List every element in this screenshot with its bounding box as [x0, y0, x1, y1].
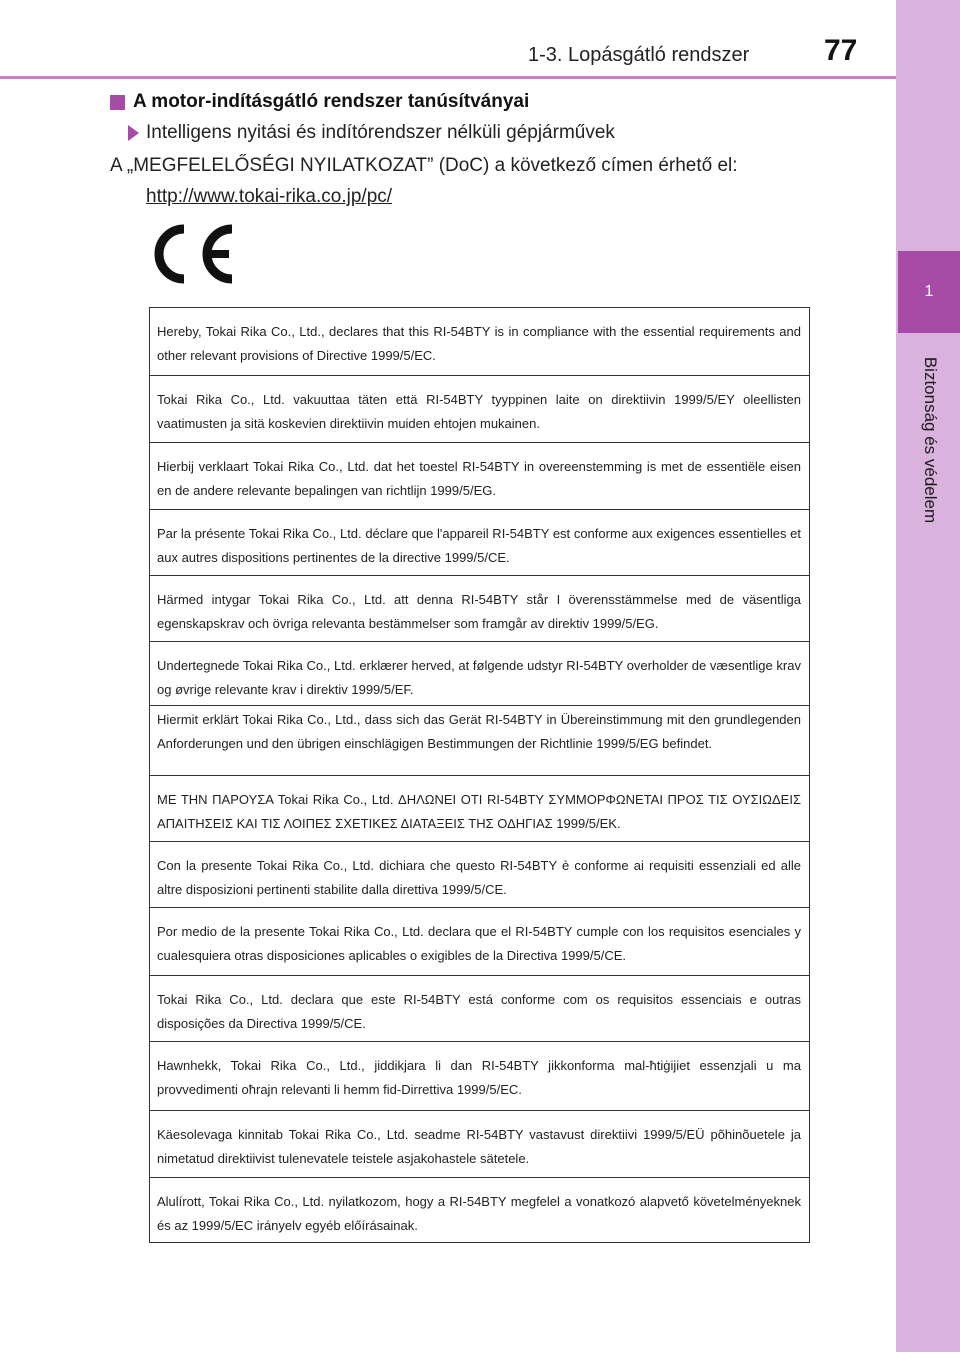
sub-item-text: Intelligens nyitási és indítórendszer nélküli gépjárművek [146, 122, 615, 143]
triangle-bullet-icon [128, 125, 139, 141]
section-title: 1-3. Lopásgátló rendszer [528, 44, 750, 66]
declaration-row: Tokai Rika Co., Ltd. vakuuttaa täten että RI-54BTY tyyppinen laite on direktiivin 1999/5/EY oleellisten vaatimusten ja sitä koskevien direktiivin muiden ehtojen mukainen. [150, 376, 809, 443]
declaration-row: Undertegnede Tokai Rika Co., Ltd. erklærer herved, at følgende udstyr RI-54BTY overholder de væsentlige krav og øvrige relevante krav i direktiv 1999/5/EF. [150, 642, 809, 706]
declaration-row: Hawnhekk, Tokai Rika Co., Ltd., jiddikjara li dan RI-54BTY jikkonforma mal-ħtiġijiet essenzjali u ma provvedimenti oħrajn relevanti li hemm fid-Dirrettiva 1999/5/EC. [150, 1042, 809, 1111]
header-divider [0, 76, 896, 79]
section-heading [110, 91, 529, 113]
declaration-row: Tokai Rika Co., Ltd. declara que este RI-54BTY está conforme com os requisitos essenciais e outras disposições da Directiva 1999/5/CE. [150, 976, 809, 1042]
declaration-row: Härmed intygar Tokai Rika Co., Ltd. att denna RI-54BTY står I överensstämmelse med de väsentliga egenskapskrav och övriga relevanta bestämmelser som framgår av direktiv 1999/5/EG. [150, 576, 809, 642]
doc-url-link[interactable]: http://www.tokai-rika.co.jp/pc/ [146, 186, 393, 207]
chapter-sidebar [896, 0, 960, 1352]
declaration-table [149, 307, 810, 1243]
declaration-row: Por medio de la presente Tokai Rika Co., Ltd. declara que el RI-54BTY cumple con los requisitos esenciales y cualesquiera otras disposiciones aplicables o exigibles de la Directiva 1999/5/CE. [150, 908, 809, 976]
sub-item [128, 122, 615, 144]
chapter-tab[interactable]: 1 [898, 251, 960, 333]
declaration-row: Par la présente Tokai Rika Co., Ltd. déclare que l'appareil RI-54BTY est conforme aux exigences essentielles et aux autres dispositions pertinentes de la directive 1999/5/CE. [150, 510, 809, 576]
square-bullet-icon [110, 95, 125, 110]
declaration-row: Hereby, Tokai Rika Co., Ltd., declares that this RI-54BTY is in compliance with the essential requirements and other relevant provisions of Directive 1999/5/EC. [150, 308, 809, 376]
declaration-row: Alulírott, Tokai Rika Co., Ltd. nyilatkozom, hogy a RI-54BTY megfelel a vonatkozó alapvető követelményeknek és az 1999/5/EC irányelv egyéb előírásainak. [157, 1194, 801, 1233]
intro-text: A „MEGFELELŐSÉGI NYILATKOZAT” (DoC) a következő címen érhető el: [110, 155, 738, 176]
chapter-label: Biztonság és védelem [921, 356, 940, 524]
ce-mark-icon [148, 223, 238, 285]
page-number: 77 [824, 34, 858, 67]
declaration-row: Hiermit erklärt Tokai Rika Co., Ltd., dass sich das Gerät RI-54BTY in Übereinstimmung mit den grundlegenden Anforderungen und den übrigen einschlägigen Bestimmungen der Richtlinie 1999/5/EG befindet. [150, 706, 809, 776]
declaration-row: Käesolevaga kinnitab Tokai Rika Co., Ltd. seadme RI-54BTY vastavust direktiivi 1999/5/EÜ põhinõuetele ja nimetatud direktiivist tulenevatele teistele asjakohastele sätetele. [150, 1111, 809, 1178]
section-heading-text: A motor-indításgátló rendszer tanúsítványai [133, 91, 530, 112]
declaration-row: ΜΕ ΤΗΝ ΠΑΡΟΥΣΑ Tokai Rika Co., Ltd. ΔΗΛΩΝΕΙ ΟΤΙ RI-54BTY ΣΥΜΜΟΡΦΩΝΕΤΑΙ ΠΡΟΣ ΤΙΣ ΟΥΣΙΩΔΕΙΣ ΑΠΑΙΤΗΣΕΙΣ ΚΑΙ ΤΙΣ ΛΟΙΠΕΣ ΣΧΕΤΙΚΕΣ ΔΙΑΤΑΞΕΙΣ ΤΗΣ ΟΔΗΓΙΑΣ 1999/5/ΕΚ. [150, 776, 809, 842]
declaration-row: Con la presente Tokai Rika Co., Ltd. dichiara che questo RI-54BTY è conforme ai requisiti essenziali ed alle altre disposizioni pertinenti stabilite dalla direttiva 1999/5/CE. [150, 842, 809, 908]
declaration-row: Hierbij verklaart Tokai Rika Co., Ltd. dat het toestel RI-54BTY in overeenstemming is met de essentiële eisen en de andere relevante bepalingen van richtlijn 1999/5/EG. [150, 443, 809, 510]
